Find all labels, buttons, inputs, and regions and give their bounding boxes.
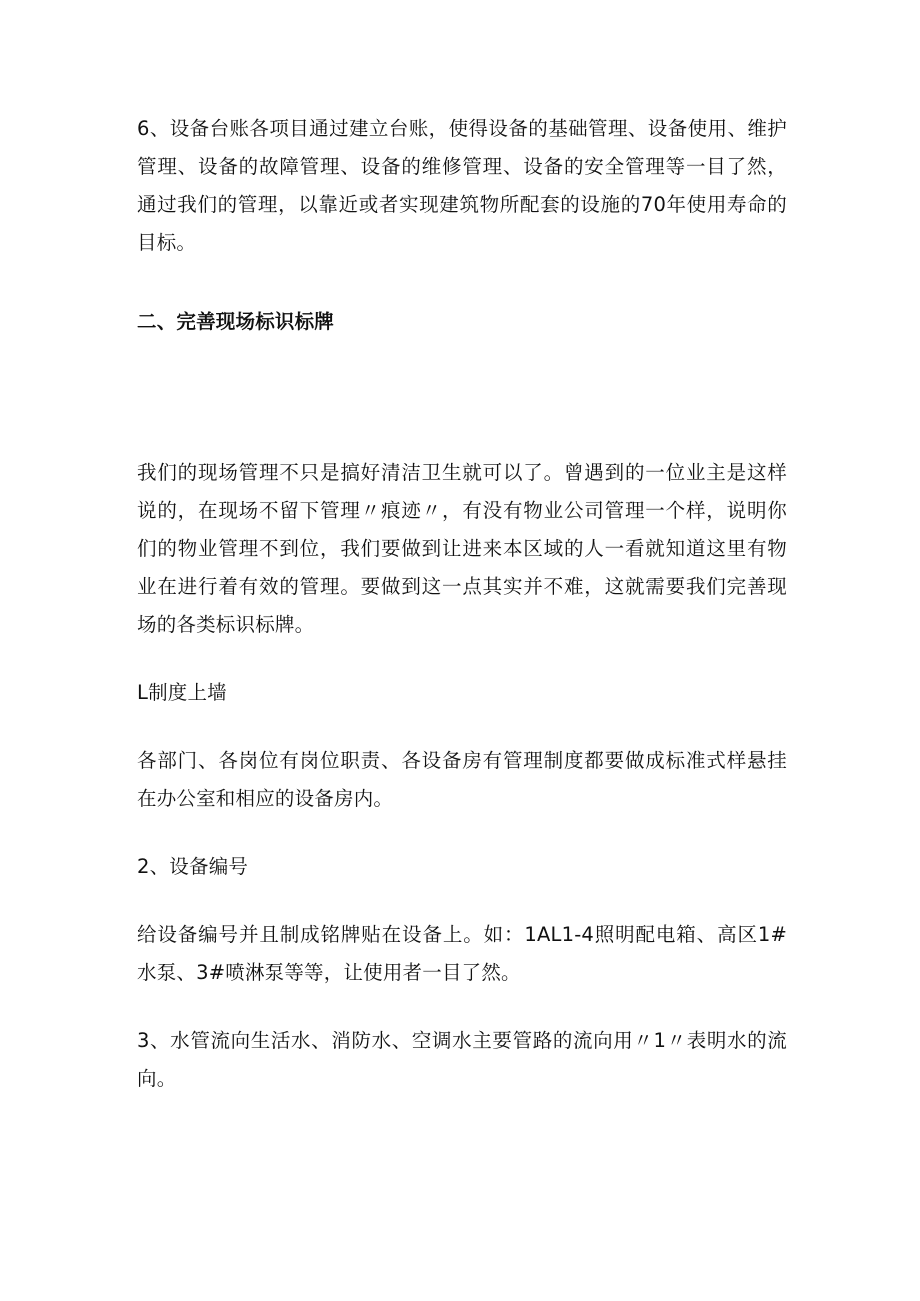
intro-paragraph: 我们的现场管理不只是搞好清洁卫生就可以了。曾遇到的一位业主是这样说的，在现场不留下管理〃痕迹〃，有没有物业公司管理一个样，说明你们的物业管理不到位，我们要做到让进来本区域的人一看就知道这里有物业在进行着有效的管理。要做到这一点其实并不难，这就需要我们完善现场的各类标识标牌。 bbox=[137, 461, 787, 636]
section-heading: 二、完善现场标识标牌 bbox=[137, 310, 335, 333]
document-page bbox=[137, 110, 787, 1098]
subsection-title-2: 2、设备编号 bbox=[137, 855, 249, 878]
subsection-3: 3、水管流向生活水、消防水、空调水主要管路的流向用〃1〃表明水的流向。 bbox=[137, 1029, 787, 1090]
subsection-body-2: 给设备编号并且制成铭牌贴在设备上。如：1AL1-4照明配电箱、高区1#水泵、3#喷淋泵等等，让使用者一目了然。 bbox=[137, 923, 787, 984]
subsection-body-1: 各部门、各岗位有岗位职责、各设备房有管理制度都要做成标准式样悬挂在办公室和相应的设备房内。 bbox=[137, 749, 787, 810]
paragraph-item-6: 6、设备台账各项目通过建立台账，使得设备的基础管理、设备使用、维护管理、设备的故障管理、设备的维修管理、设备的安全管理等一目了然，通过我们的管理，以靠近或者实现建筑物所配套的设施的70年使用寿命的目标。 bbox=[137, 117, 787, 254]
subsection-title-1: L制度上墙 bbox=[137, 681, 227, 704]
